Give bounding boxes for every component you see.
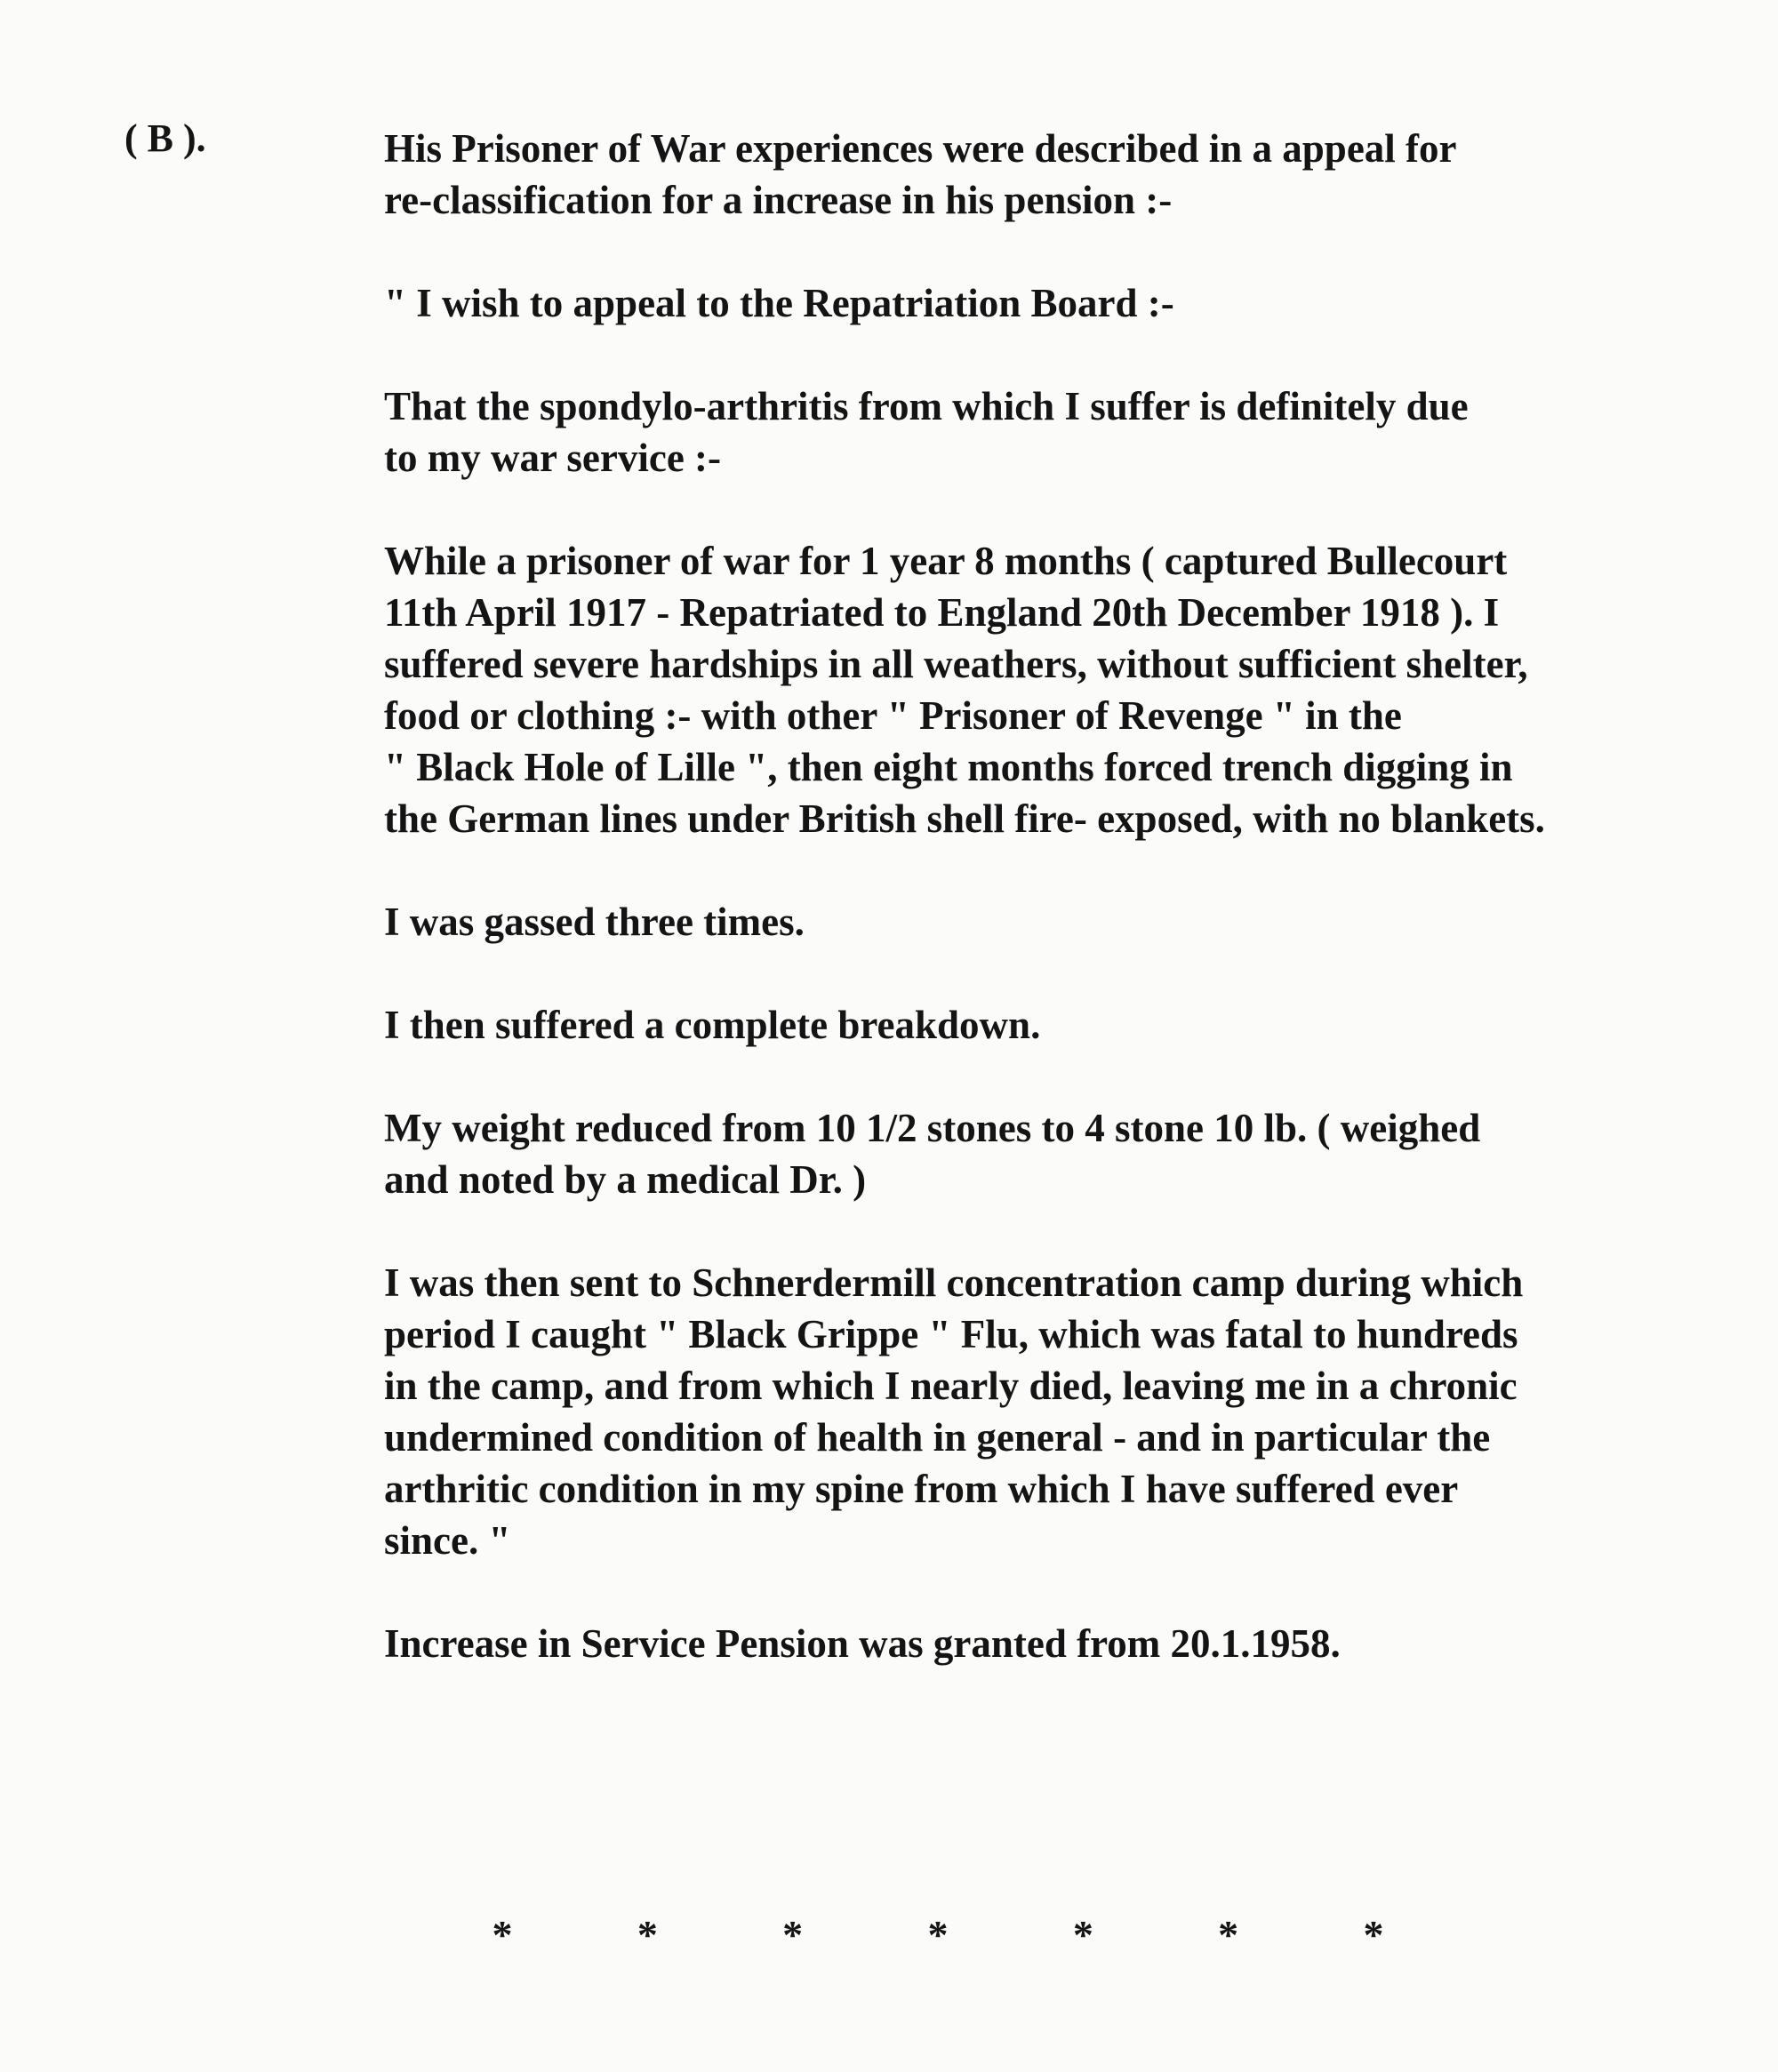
paragraph — [384, 1102, 1691, 1205]
text-line: 11th April 1917 - Repatriated to England 20th December 1918 ). I — [384, 590, 1500, 635]
text-line: food or clothing :- with other " Prisoner of Revenge " in the — [384, 693, 1402, 738]
text-line: since. " — [384, 1518, 511, 1563]
text-line: the German lines under British shell fire- exposed, with no blankets. — [384, 796, 1545, 841]
text-line: to my war service :- — [384, 436, 722, 480]
text-line: His Prisoner of War experiences were described in a appeal for — [384, 126, 1457, 171]
asterisk: * — [1218, 1912, 1239, 1957]
text-line: My weight reduced from 10 1/2 stones to 4 stone 10 lb. ( weighed — [384, 1106, 1481, 1150]
text-line: in the camp, and from which I nearly died, leaving me in a chronic — [384, 1364, 1518, 1408]
text-line: While a prisoner of war for 1 year 8 months ( captured Bullecourt — [384, 539, 1508, 583]
text-line: suffered severe hardships in all weathers, without sufficient shelter, — [384, 642, 1528, 686]
text-line: I then suffered a complete breakdown. — [384, 1003, 1041, 1047]
section-label: ( B ). — [124, 116, 206, 160]
text-line: re-classification for a increase in his pension :- — [384, 178, 1173, 222]
paragraph — [384, 535, 1691, 844]
asterisk: * — [1072, 1912, 1093, 1957]
text-line: undermined condition of health in general - and in particular the — [384, 1415, 1491, 1460]
paragraph — [384, 896, 1691, 948]
text-line: " I wish to appeal to the Repatriation Board :- — [384, 281, 1174, 325]
asterisk: * — [927, 1912, 949, 1957]
paragraph — [384, 1618, 1691, 1669]
text-line: " Black Hole of Lille ", then eight months forced trench digging in — [384, 745, 1513, 789]
paragraph — [384, 380, 1691, 484]
asterisk: * — [637, 1912, 658, 1957]
asterisk: * — [1363, 1912, 1384, 1957]
separator-asterisks — [485, 1911, 1391, 1958]
text-line: I was gassed three times. — [384, 900, 805, 944]
text-line: period I caught " Black Grippe " Flu, which was fatal to hundreds — [384, 1312, 1518, 1356]
text-line: and noted by a medical Dr. ) — [384, 1157, 867, 1202]
document-body — [384, 123, 1691, 1721]
text-line: That the spondylo-arthritis from which I suffer is definitely due — [384, 384, 1469, 428]
paragraph — [384, 1257, 1691, 1566]
paragraph — [384, 999, 1691, 1051]
asterisk: * — [782, 1912, 804, 1957]
paragraph — [384, 123, 1691, 226]
asterisk: * — [492, 1912, 513, 1957]
paragraph — [384, 277, 1691, 329]
text-line: I was then sent to Schnerdermill concentration camp during which — [384, 1260, 1524, 1305]
text-line: arthritic condition in my spine from which I have suffered ever — [384, 1467, 1459, 1511]
text-line: Increase in Service Pension was granted from 20.1.1958. — [384, 1621, 1341, 1666]
